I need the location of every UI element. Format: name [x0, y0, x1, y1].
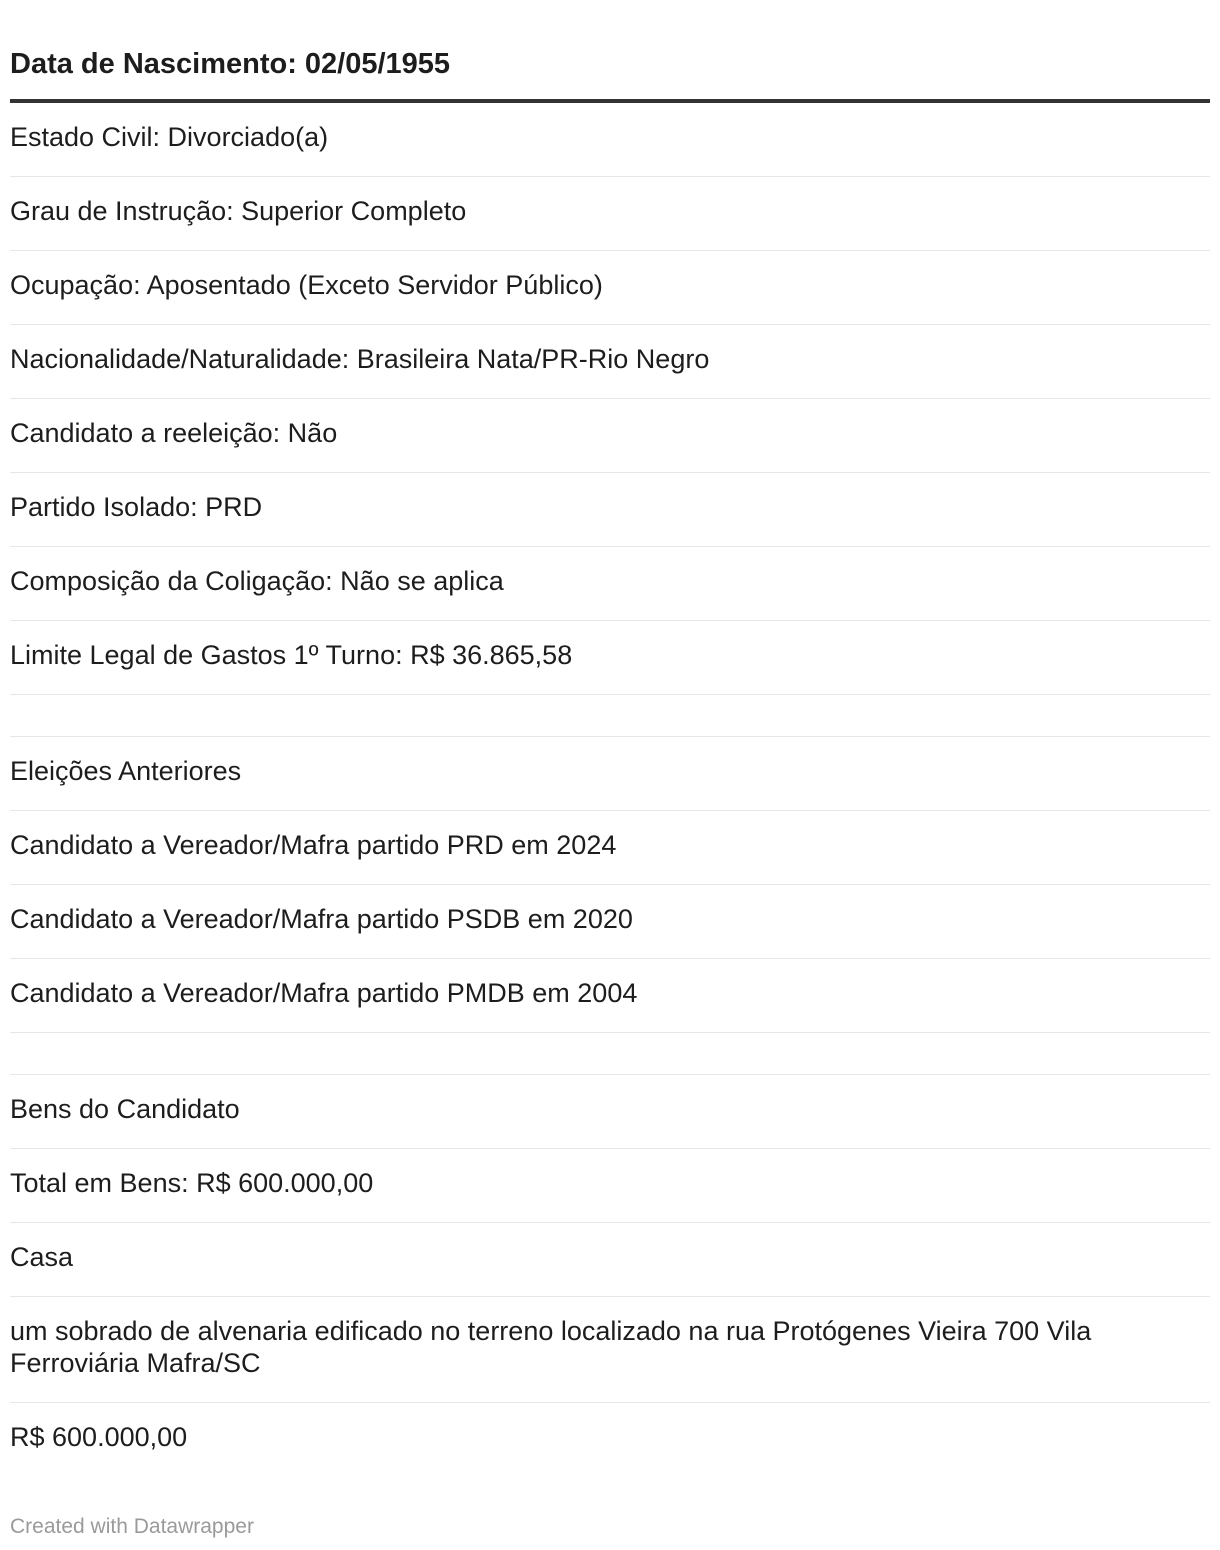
table-row: [10, 737, 1210, 811]
table-row: [10, 547, 1210, 621]
assets-heading: Bens do Candidato: [10, 1094, 240, 1124]
table-row: [10, 103, 1210, 177]
previous-election-2004: Candidato a Vereador/Mafra partido PMDB em 2004: [10, 978, 638, 1008]
table-row: [10, 399, 1210, 473]
table-row: [10, 325, 1210, 399]
table-row: [10, 251, 1210, 325]
marital-status: Estado Civil: Divorciado(a): [10, 122, 329, 152]
table-row: [10, 1403, 1210, 1477]
datawrapper-credit: Created with Datawrapper: [10, 1515, 254, 1538]
spacer-row: [10, 1033, 1210, 1075]
spacer-row: [10, 695, 1210, 737]
reelection-status: Candidato a reeleição: Não: [10, 418, 338, 448]
table-row: [10, 1297, 1210, 1403]
occupation: Ocupação: Aposentado (Exceto Servidor Público): [10, 270, 603, 300]
table-row: [10, 885, 1210, 959]
table-row: [10, 811, 1210, 885]
table-header: [10, 0, 1210, 103]
spending-limit: Limite Legal de Gastos 1º Turno: R$ 36.865,58: [10, 640, 573, 670]
previous-election-2024: Candidato a Vereador/Mafra partido PRD em 2024: [10, 830, 617, 860]
coalition: Composição da Coligação: Não se aplica: [10, 566, 504, 596]
asset-value: R$ 600.000,00: [10, 1422, 188, 1452]
previous-election-2020: Candidato a Vereador/Mafra partido PSDB em 2020: [10, 904, 633, 934]
asset-description: um sobrado de alvenaria edificado no terreno localizado na rua Protógenes Vieira 700 Vila Ferroviária Mafra/SC: [10, 1316, 1092, 1378]
candidate-info-table: [10, 0, 1210, 1477]
table-row: [10, 959, 1210, 1033]
birth-date-heading: Data de Nascimento: 02/05/1955: [10, 48, 451, 80]
party: Partido Isolado: PRD: [10, 492, 263, 522]
table-row: [10, 473, 1210, 547]
table-row: [10, 1075, 1210, 1149]
nationality: Nacionalidade/Naturalidade: Brasileira Nata/PR-Rio Negro: [10, 344, 710, 374]
asset-type: Casa: [10, 1242, 74, 1272]
table-row: [10, 1149, 1210, 1223]
previous-elections-heading: Eleições Anteriores: [10, 756, 242, 786]
table-row: [10, 1223, 1210, 1297]
table-row: [10, 621, 1210, 695]
education-level: Grau de Instrução: Superior Completo: [10, 196, 467, 226]
total-assets: Total em Bens: R$ 600.000,00: [10, 1168, 374, 1198]
table-row: [10, 177, 1210, 251]
